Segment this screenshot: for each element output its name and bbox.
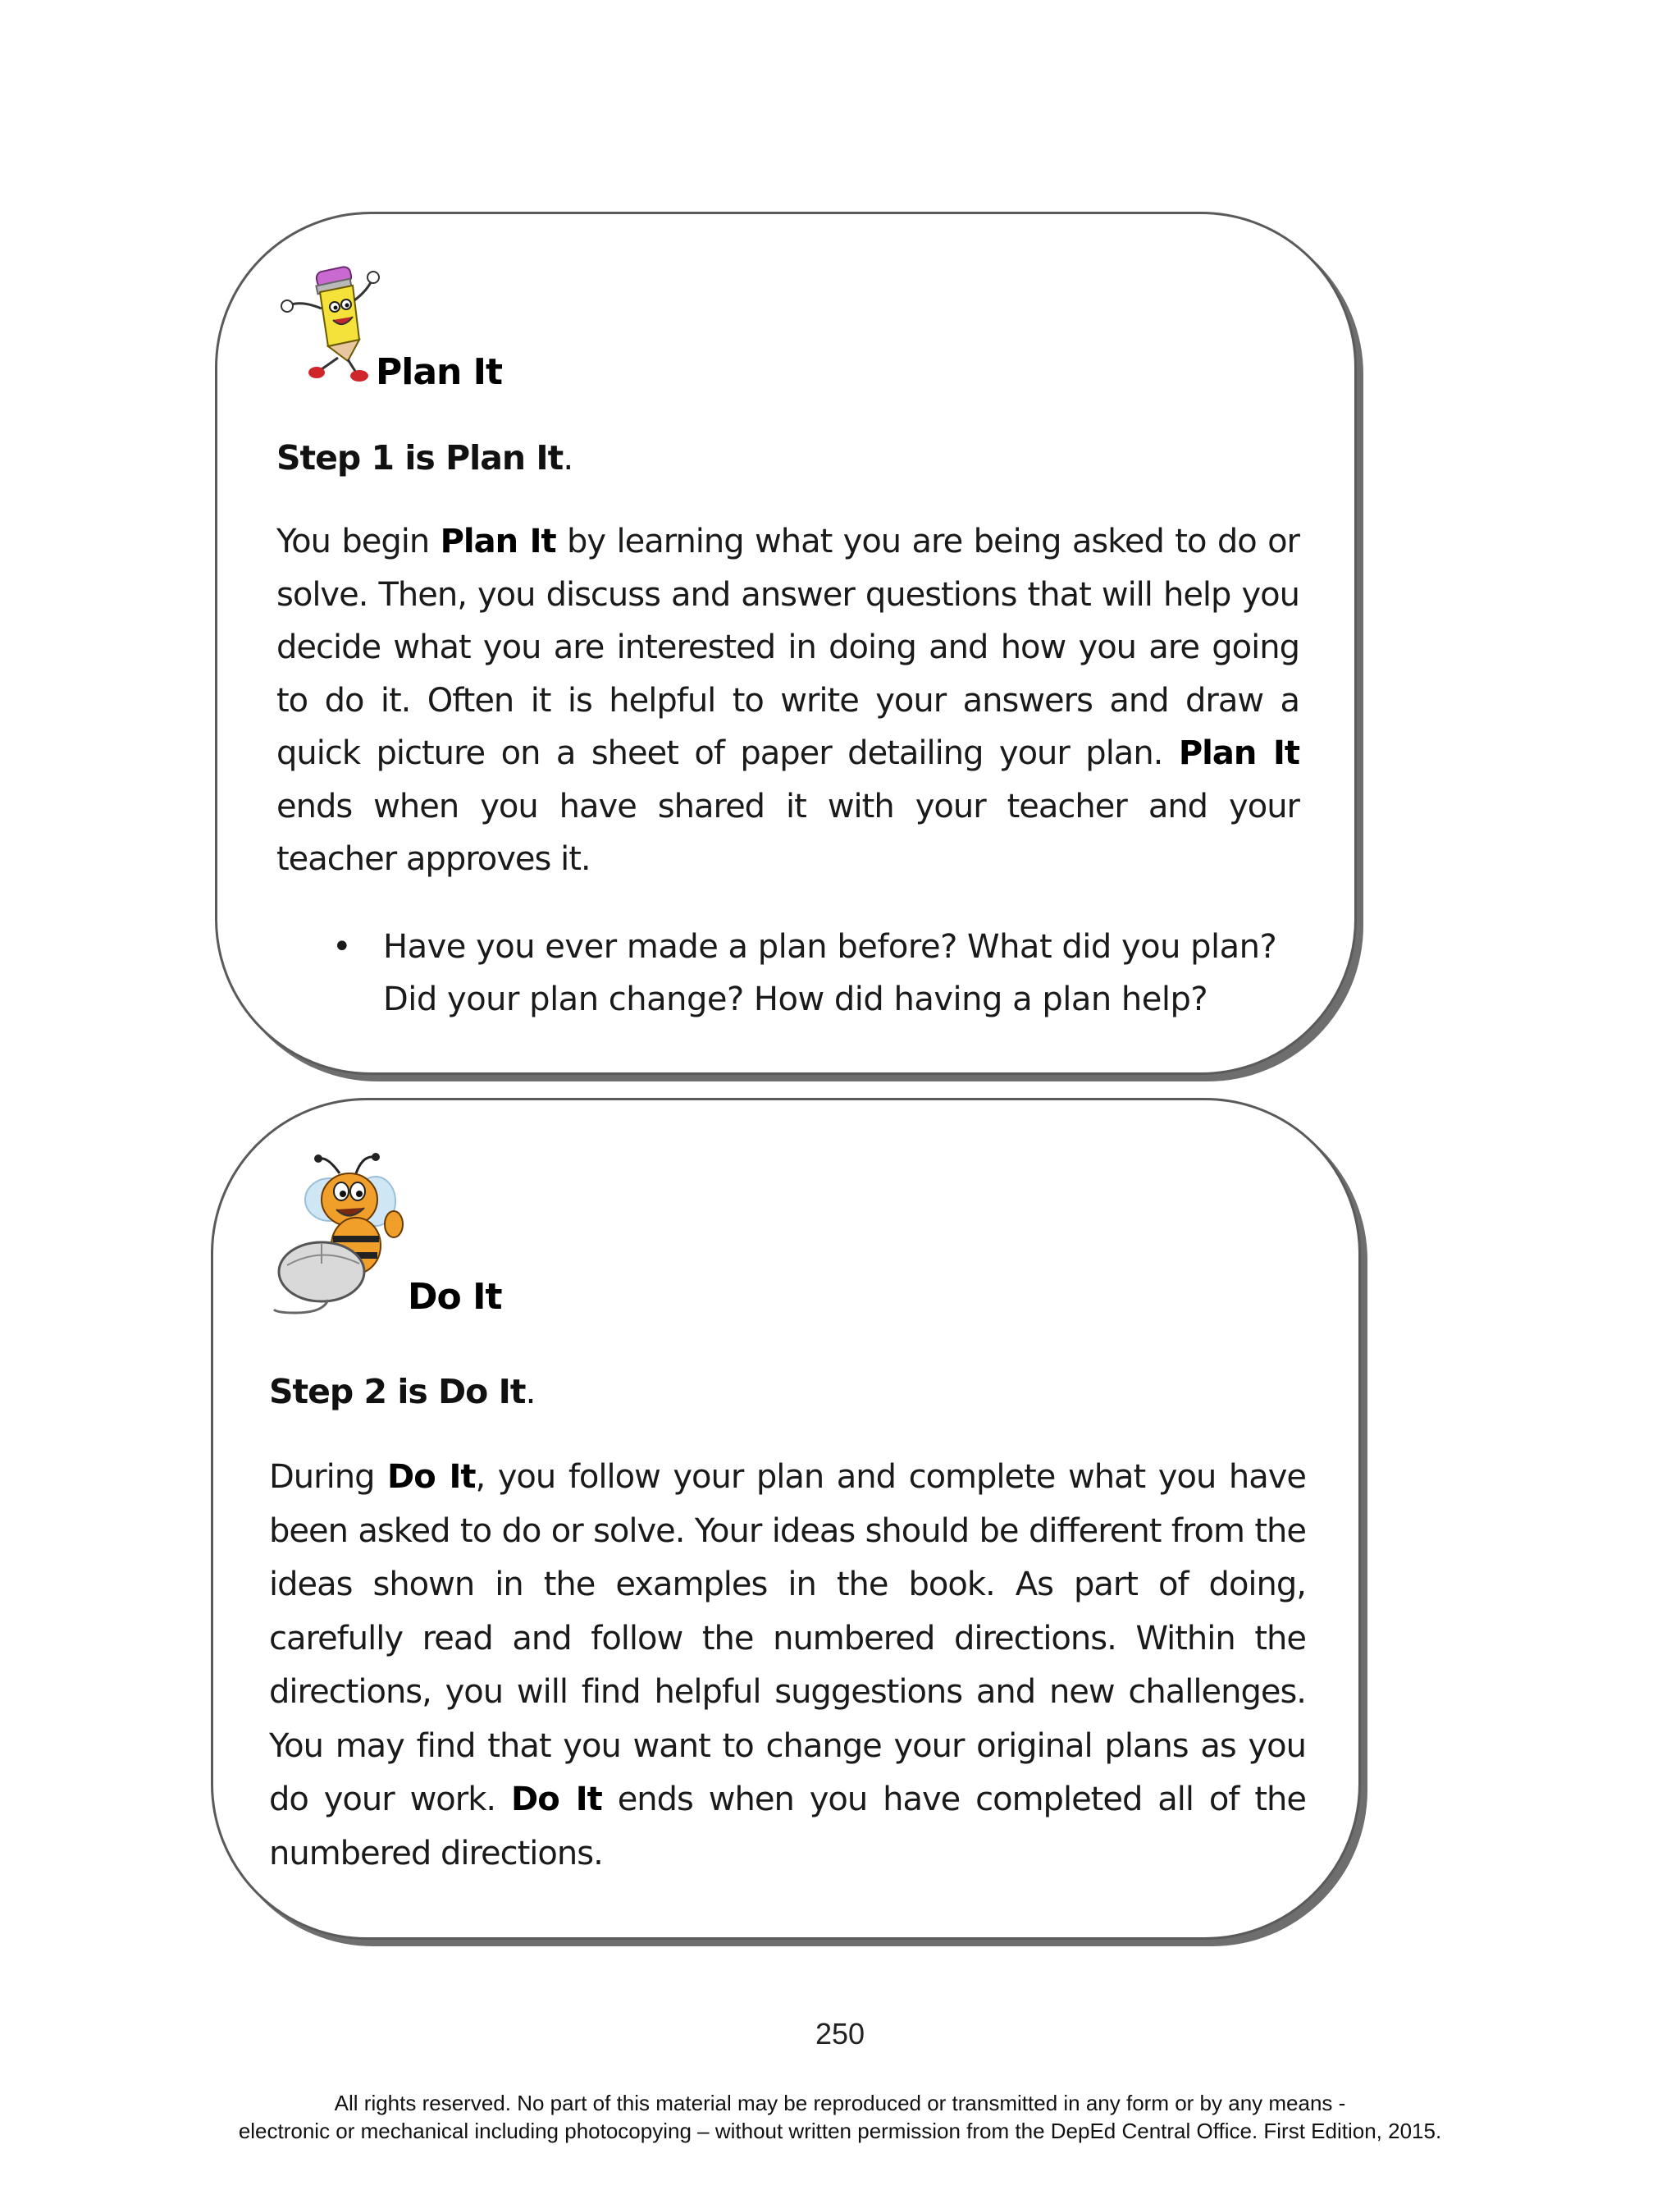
plan-it-text-3: ends when you have shared it with your teacher and your teacher approves it.: [276, 787, 1299, 878]
pencil-mascot-icon: [277, 261, 384, 384]
bullet-icon: •: [332, 928, 352, 966]
plan-it-paragraph: [276, 515, 1299, 886]
step-1-prefix: Step 1 is: [276, 438, 446, 478]
list-item: [332, 921, 1302, 1026]
do-it-text-3: ends when you have completed all of the numbered directions.: [269, 1781, 1306, 1872]
step-1-suffix: .: [563, 438, 573, 478]
step-1-bold: Plan It: [445, 438, 564, 478]
plan-it-questions: [332, 921, 1302, 1026]
do-it-bold-2: Do It: [511, 1781, 602, 1818]
footer-line-2: electronic or mechanical including photocopying – without written permission from the DepEd Central Office. First Edition, 2015.: [238, 2119, 1442, 2143]
step-1-line: [276, 438, 573, 478]
plan-it-bold-1: Plan It: [440, 523, 556, 560]
page-number: 250: [815, 2017, 865, 2051]
do-it-text-2: , you follow your plan and complete what you have been asked to do or solve. Your ideas should be different from the ideas shown in the examples in the book. As part of doing, carefully read and follow the numbered directions. Within the directions, you will find helpful suggestions and new challenges. You may find that you want to change your original plans as you do your work.: [269, 1458, 1306, 1818]
copyright-footer: [0, 2089, 1680, 2145]
plan-it-text-1: You begin: [276, 523, 441, 560]
do-it-paragraph: [269, 1451, 1306, 1881]
plan-it-bold-2: Plan It: [1178, 734, 1300, 772]
plan-it-text-2: by learning what you are being asked to do or solve. Then, you discuss and answer questions that will help you decide what you are interested in doing and how you are going to do it. Often it is helpful to write your answers and draw a quick picture on a sheet of paper detailing your plan.: [276, 523, 1299, 772]
do-it-bold-1: Do It: [387, 1458, 476, 1496]
footer-line-1: All rights reserved. No part of this material may be reproduced or transmitted in any form or by any means -: [334, 2091, 1346, 2115]
bullet-text: Have you ever made a plan before? What did you plan? Did your plan change? How did having a plan help?: [383, 928, 1277, 1018]
do-it-title: Do It: [408, 1276, 502, 1318]
step-2-prefix: Step 2 is: [269, 1372, 439, 1411]
plan-it-title: Plan It: [376, 351, 503, 393]
bee-mouse-mascot-icon: [271, 1149, 410, 1317]
step-2-suffix: .: [525, 1372, 536, 1411]
step-2-bold: Do It: [438, 1372, 526, 1411]
do-it-text-1: During: [269, 1458, 388, 1496]
step-2-line: [269, 1372, 535, 1411]
